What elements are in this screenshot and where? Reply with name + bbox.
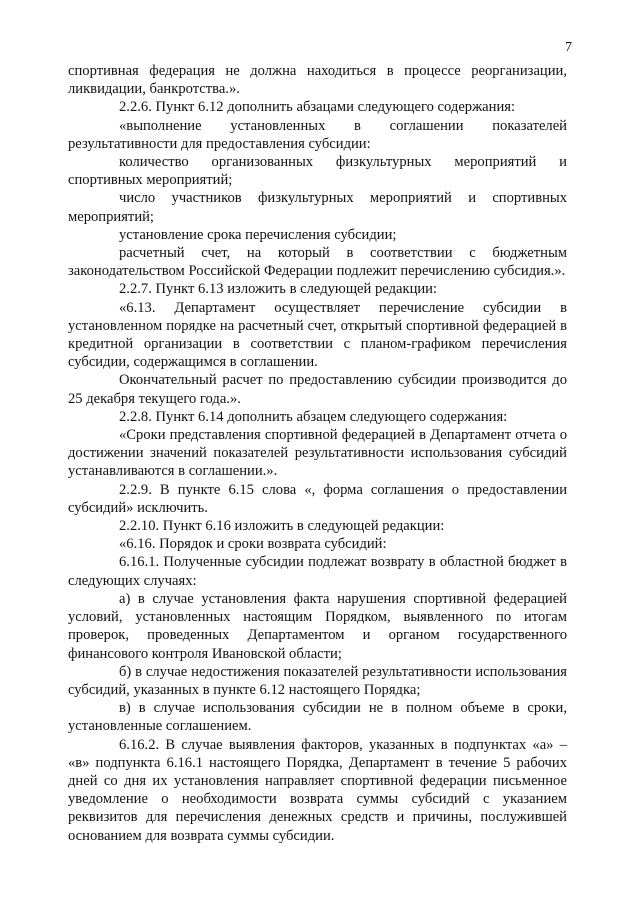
paragraph: 6.16.1. Полученные субсидии подлежат возврату в областной бюджет в следующих случаях: — [68, 554, 567, 589]
paragraph: спортивная федерация не должна находиться в процессе реорганизации, ликвидации, банкротства.». — [68, 63, 567, 98]
paragraph: б) в случае недостижения показателей результативности использования субсидий, указанных в пункте 6.12 настоящего Порядка; — [68, 663, 567, 698]
paragraph: а) в случае установления факта нарушения спортивной федерацией условий, установленных настоящим Порядком, выявленного по итогам проверок, проведенных Департаментом и органом государственного финансового контроля Ивановской области; — [68, 590, 567, 662]
paragraph: «6.16. Порядок и сроки возврата субсидий: — [119, 536, 387, 553]
paragraph: число участников физкультурных мероприятий и спортивных мероприятий; — [68, 190, 567, 225]
paragraph: «Сроки представления спортивной федерацией в Департамент отчета о достижении значений показателей результативности использования субсидий устанавливаются в соглашении.». — [68, 427, 567, 480]
document-body — [68, 62, 567, 845]
paragraph: 2.2.10. Пункт 6.16 изложить в следующей редакции: — [119, 518, 445, 535]
paragraph: «выполнение установленных в соглашении показателей результативности для предоставления субсидии: — [68, 117, 567, 152]
paragraph: 2.2.9. В пункте 6.15 слова «, форма соглашения о предоставлении субсидий» исключить. — [68, 481, 567, 516]
paragraph: установление срока перечисления субсидии; — [119, 226, 397, 243]
paragraph: Окончательный расчет по предоставлению субсидии производится до 25 декабря текущего года.». — [68, 372, 567, 407]
paragraph: расчетный счет, на который в соответствии с бюджетным законодательством Российской Федерации подлежит перечислению субсидия.». — [68, 245, 567, 280]
paragraph: 2.2.8. Пункт 6.14 дополнить абзацем следующего содержания: — [119, 408, 508, 425]
page-number: 7 — [565, 40, 572, 55]
paragraph: 2.2.6. Пункт 6.12 дополнить абзацами следующего содержания: — [119, 99, 516, 116]
paragraph: «6.13. Департамент осуществляет перечисление субсидии в установленном порядке на расчетный счет, открытый спортивной федерацией в кредитной организации в соответствии с планом-графиком перечисления субсидии, содержащимся в соглашении. — [68, 299, 567, 371]
paragraph: в) в случае использования субсидии не в полном объеме в сроки, установленные соглашением. — [68, 700, 567, 735]
paragraph: 6.16.2. В случае выявления факторов, указанных в подпунктах «а» – «в» подпункта 6.16.1 настоящего Порядка, Департамент в течение 5 рабочих дней со дня их установления направляет спортивной федерации письменное уведомление о необходимости возврата суммы субсидий с указанием реквизитов для перечисления денежных средств и причины, послужившей основанием для возврата суммы субсидии. — [68, 736, 567, 844]
paragraph: 2.2.7. Пункт 6.13 изложить в следующей редакции: — [119, 281, 438, 298]
paragraph: количество организованных физкультурных мероприятий и спортивных мероприятий; — [68, 154, 567, 189]
